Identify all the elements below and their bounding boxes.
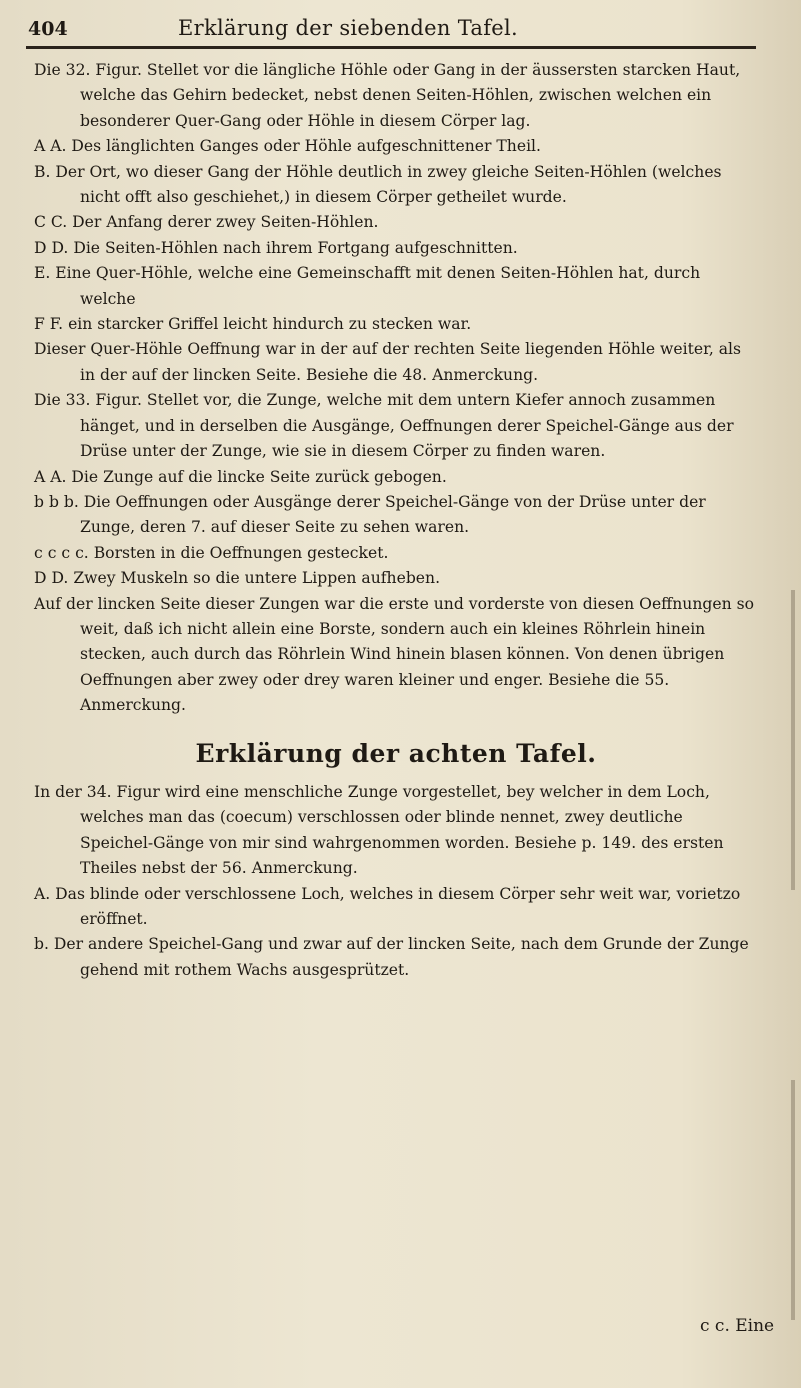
item-a: A. Das blinde oder verschlossene Loch, welches in diesem Cörper sehr weit war, vorietzo eröffnet. <box>34 884 741 928</box>
page-number: 404 <box>28 18 68 40</box>
header-rule <box>26 46 756 49</box>
item-bbb: b b b. Die Oeffnungen oder Ausgänge derer Speichel-Gänge von der Drüse unter der Zunge, deren 7. auf dieser Seite zu sehen waren. <box>34 492 706 537</box>
figure-32-description: Die 32. Figur. Stellet vor die längliche Höhle oder Gang in der äussersten starcken Haut, welche das Gehirn bedecket, nebst denen Seiten-Höhlen, zwischen welchen ein besonderer Quer-Gang oder Höhle in diesem Cörper lag. <box>34 61 741 130</box>
section-title: Erklärung der achten Tafel. <box>195 738 597 768</box>
item-cccc: c c c c. Borsten in die Oeffnungen gestecket. <box>34 543 389 562</box>
quer-hoehle-note: Dieser Quer-Höhle Oeffnung war in der auf der rechten Seite liegenden Höhle weiter, als in der auf der lincken Seite. Besiehe die 48. Anmerckung. <box>34 340 742 384</box>
item-aa: A A. Des länglichten Ganges oder Höhle aufgeschnittener Theil. <box>34 137 541 156</box>
page-edge-shadow-lower <box>791 1080 795 1320</box>
item-e: E. Eine Quer-Höhle, welche eine Gemeinschafft mit denen Seiten-Höhlen hat, durch welche <box>34 264 701 308</box>
item-aa-2: A A. Die Zunge auf die lincke Seite zurück gebogen. <box>34 467 447 486</box>
item-b-2: b. Der andere Speichel-Gang und zwar auf der lincken Seite, nach dem Grunde der Zunge gehend mit rothem Wachs ausgesprützet. <box>34 935 749 979</box>
running-title: Erklärung der siebenden Tafel. <box>178 16 518 40</box>
item-b: B. Der Ort, wo dieser Gang der Höhle deutlich in zwey gleiche Seiten-Höhlen (welches nicht offt also geschiehet,) in diesem Cörper getheilet wurde. <box>34 162 722 207</box>
catchword: c c. Eine <box>700 1316 775 1336</box>
item-cc: C C. Der Anfang derer zwey Seiten-Höhlen. <box>34 213 379 232</box>
left-side-note: Auf der lincken Seite dieser Zungen war die erste und vorderste von diesen Oeffnungen so weit, daß ich nicht allein eine Borste, sondern auch ein kleines Röhrlein hinein stecken, auch durch das Röhrlein Wind hinein blasen können. Von denen übrigen Oeffnungen aber zwey oder drey waren kleiner und enger. Besiehe die 55. Anmerckung. <box>34 594 754 715</box>
page-edge-shadow <box>791 590 795 890</box>
page-header <box>28 12 768 42</box>
item-ff: F F. ein starcker Griffel leicht hindurch zu stecken war. <box>34 315 472 334</box>
figure-33-description: Die 33. Figur. Stellet vor, die Zunge, welche mit dem untern Kiefer annoch zusammen hänget, und in derselben die Ausgänge, Oeffnungen derer Speichel-Gänge aus der Drüse unter der Zunge, wie sie in diesem Cörper zu finden waren. <box>34 391 734 461</box>
item-dd: D D. Die Seiten-Höhlen nach ihrem Fortgang aufgeschnitten. <box>34 238 518 257</box>
body-text <box>34 58 758 983</box>
item-dd-2: D D. Zwey Muskeln so die untere Lippen aufheben. <box>34 569 441 588</box>
figure-34-description: In der 34. Figur wird eine menschliche Zunge vorgestellet, bey welcher in dem Loch, welches man das (coecum) verschlossen oder blinde nennet, zwey deutliche Speichel-Gänge von mir sind wahrgenommen worden. Besiehe p. 149. des ersten Theiles nebst der 56. Anmerckung. <box>34 782 724 878</box>
